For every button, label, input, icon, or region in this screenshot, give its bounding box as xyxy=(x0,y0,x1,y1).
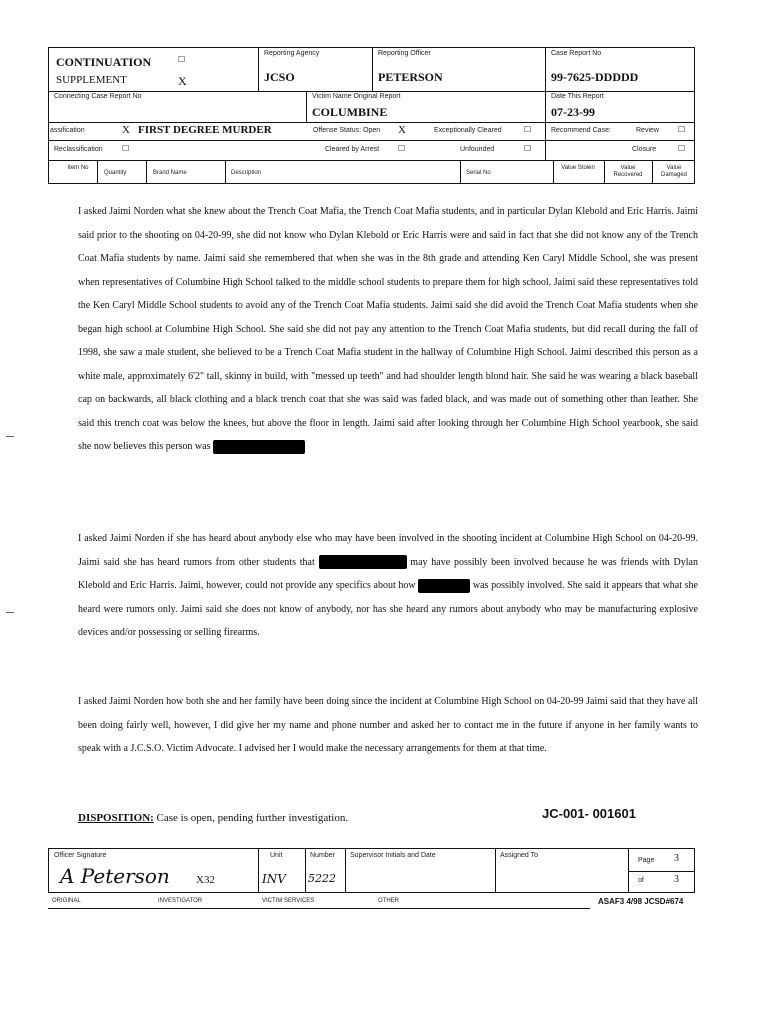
cleared-arrest-checkbox: ☐ xyxy=(398,144,406,153)
form-number: ASAF3 4/98 JCSD#674 xyxy=(598,897,684,906)
date-report: 07-23-99 xyxy=(551,105,595,119)
col-brand: Brand Name xyxy=(153,170,187,176)
connecting-case-label: Connecting Case Report No xyxy=(54,93,142,100)
disposition-label: DISPOSITION: xyxy=(78,812,154,824)
unit-value: INV xyxy=(262,872,286,886)
exceptionally-cleared-label: Exceptionally Cleared xyxy=(434,127,502,134)
copy-original: ORIGINAL xyxy=(52,898,81,904)
assigned-label: Assigned To xyxy=(500,852,539,859)
disposition-line xyxy=(78,812,348,824)
col-item-no: Item No xyxy=(67,165,89,171)
officer-signature: A Peterson xyxy=(60,864,170,888)
date-report-label: Date This Report xyxy=(551,93,604,100)
officer-signature-label: Officer Signature xyxy=(54,852,107,859)
reclassification-label: Reclassification xyxy=(54,146,103,153)
exceptionally-cleared-checkbox: ☐ xyxy=(524,125,532,134)
col-quantity: Quantity xyxy=(104,170,127,176)
classification-value: FIRST DEGREE MURDER xyxy=(138,124,272,136)
narrative-text: I asked Jaimi Norden how both she and her family have been doing since the incident at Columbine High School on 04-20-99 Jaimi said that they have all been doing fairly well, however, I did give her my name and phone number and asked her to contact me in the future if anyone in her family wants to speak with a J.C.S.O. Victim Advocate. I advised her I would make the necessary arrangements for them at that time. xyxy=(78,696,698,754)
narrative-paragraph-1 xyxy=(78,200,698,459)
redaction-bar xyxy=(319,555,407,569)
narrative-text: I asked Jaimi Norden if she has heard about anybody else who may have been involved in the shooting incident at Columbine High School on 04-20-99. Jaimi said she has heard rumors from other students that xyxy=(78,533,698,568)
supplement-mark: X xyxy=(178,74,187,88)
unit-label: Unit xyxy=(270,852,283,859)
unfounded-checkbox: ☐ xyxy=(524,144,532,153)
offense-status-label: Offense Status: Open xyxy=(313,127,381,134)
continuation-checkbox: ☐ xyxy=(178,55,186,64)
reclassification-checkbox: ☐ xyxy=(122,144,130,153)
narrative-paragraph-2 xyxy=(78,527,698,645)
continuation-label: CONTINUATION xyxy=(56,55,152,69)
review-label: Review xyxy=(636,127,659,134)
page-total: 3 xyxy=(674,874,679,885)
reporting-officer: PETERSON xyxy=(378,70,443,84)
closure-label: Closure xyxy=(632,146,657,153)
cleared-arrest-label: Cleared by Arrest xyxy=(325,146,380,153)
narrative-text: I asked Jaimi Norden what she knew about the Trench Coat Mafia, the Trench Coat Mafia students, and in particular Dylan Klebold and Eric Harris. Jaimi said prior to the shooting on 04-20-99, she did not know who Dylan Klebold or Eric Harris were and said in fact that she did not know any of the Trench Coat Mafia students by name. Jaimi said she remembered that when she was in the 8th grade and attending Ken Caryl Middle School, she was present when representatives of Columbine High School talked to the middle school students to prepare them for high school. Jaimi said these representatives told the Ken Caryl Middle School students to avoid any of the Trench Coat Mafia students. Jaimi said she did avoid the Trench Coat Mafia students when she began high school at Columbine High School. She said she did not pay any attention to the Trench Coat Mafia students, but did recall during the fall of 1998, she saw a male student, she believed to be a Trench Coat Mafia student in the hallway of Columbine High School. Jaimi described this person as a white male, approximately 6'2" tall, skinny in build, with "messed up teeth" and had shoulder length blond hair. She said he was wearing a black baseball cap on backwards, all black clothing and a black trench coat that she was said was faded black, and was made out of something other than leather. She said this trench coat was below the knees, but above the floor in length. Jaimi said after looking through her Columbine High School yearbook, she said she now believes this person was xyxy=(78,206,698,452)
col-serial: Serial No xyxy=(466,170,491,176)
of-label: of xyxy=(638,877,644,884)
scan-mark xyxy=(6,612,14,613)
col-value-stolen: Value Stolen xyxy=(561,165,595,171)
narrative-paragraph-3 xyxy=(78,690,698,761)
number-value: 5222 xyxy=(308,872,336,885)
case-report-no: 99-7625-DDDDD xyxy=(551,70,639,84)
reporting-officer-label: Reporting Officer xyxy=(378,50,431,57)
recommend-label: Recommend Case: xyxy=(551,127,611,134)
col-value-recovered: Value Recovered xyxy=(613,165,643,178)
classification-mark: X xyxy=(122,124,130,136)
unfounded-label: Unfounded xyxy=(460,146,495,153)
badge-number: X32 xyxy=(196,874,215,886)
disposition-text: Case is open, pending further investigation. xyxy=(156,812,349,824)
copy-other: OTHER xyxy=(378,898,399,904)
review-checkbox: ☐ xyxy=(678,125,686,134)
number-label: Number xyxy=(310,852,335,859)
narrative-text: was possibly involved. She said it appears that what she heard were rumors only. Jaimi said she does not know of anybody, nor has she heard any rumors about anybody who may be manufacturing explosive devices and/or possessing or selling firearms. xyxy=(78,580,698,638)
supplement-label: SUPPLEMENT xyxy=(56,74,127,86)
page-number: 3 xyxy=(674,853,679,864)
victim-name: COLUMBINE xyxy=(312,105,388,119)
open-mark: X xyxy=(398,124,406,136)
victim-name-label: Victim Name Original Report xyxy=(312,93,401,100)
narrative-text: may have possibly been involved because he was friends with Dylan Klebold and Eric Harris. Jaimi, however, could not provide any specifics about how xyxy=(78,556,698,591)
copy-victim-services: VICTIM SERVICES xyxy=(262,898,315,904)
page-label: Page xyxy=(638,857,655,864)
closure-checkbox: ☐ xyxy=(678,144,686,153)
bates-number: JC-001- 001601 xyxy=(542,806,636,821)
scan-mark xyxy=(6,436,14,437)
redaction-bar xyxy=(418,579,470,593)
reporting-agency-label: Reporting Agency xyxy=(264,50,320,57)
col-description: Description xyxy=(231,170,262,176)
copy-investigator: INVESTIGATOR xyxy=(158,898,203,904)
case-report-no-label: Case Report No xyxy=(551,50,602,57)
supervisor-label: Supervisor Initials and Date xyxy=(350,852,436,859)
reporting-agency: JCSO xyxy=(264,70,295,84)
classification-label: assification xyxy=(50,127,85,134)
col-value-damaged: Value Damaged xyxy=(660,165,687,178)
redaction-bar xyxy=(213,440,305,454)
